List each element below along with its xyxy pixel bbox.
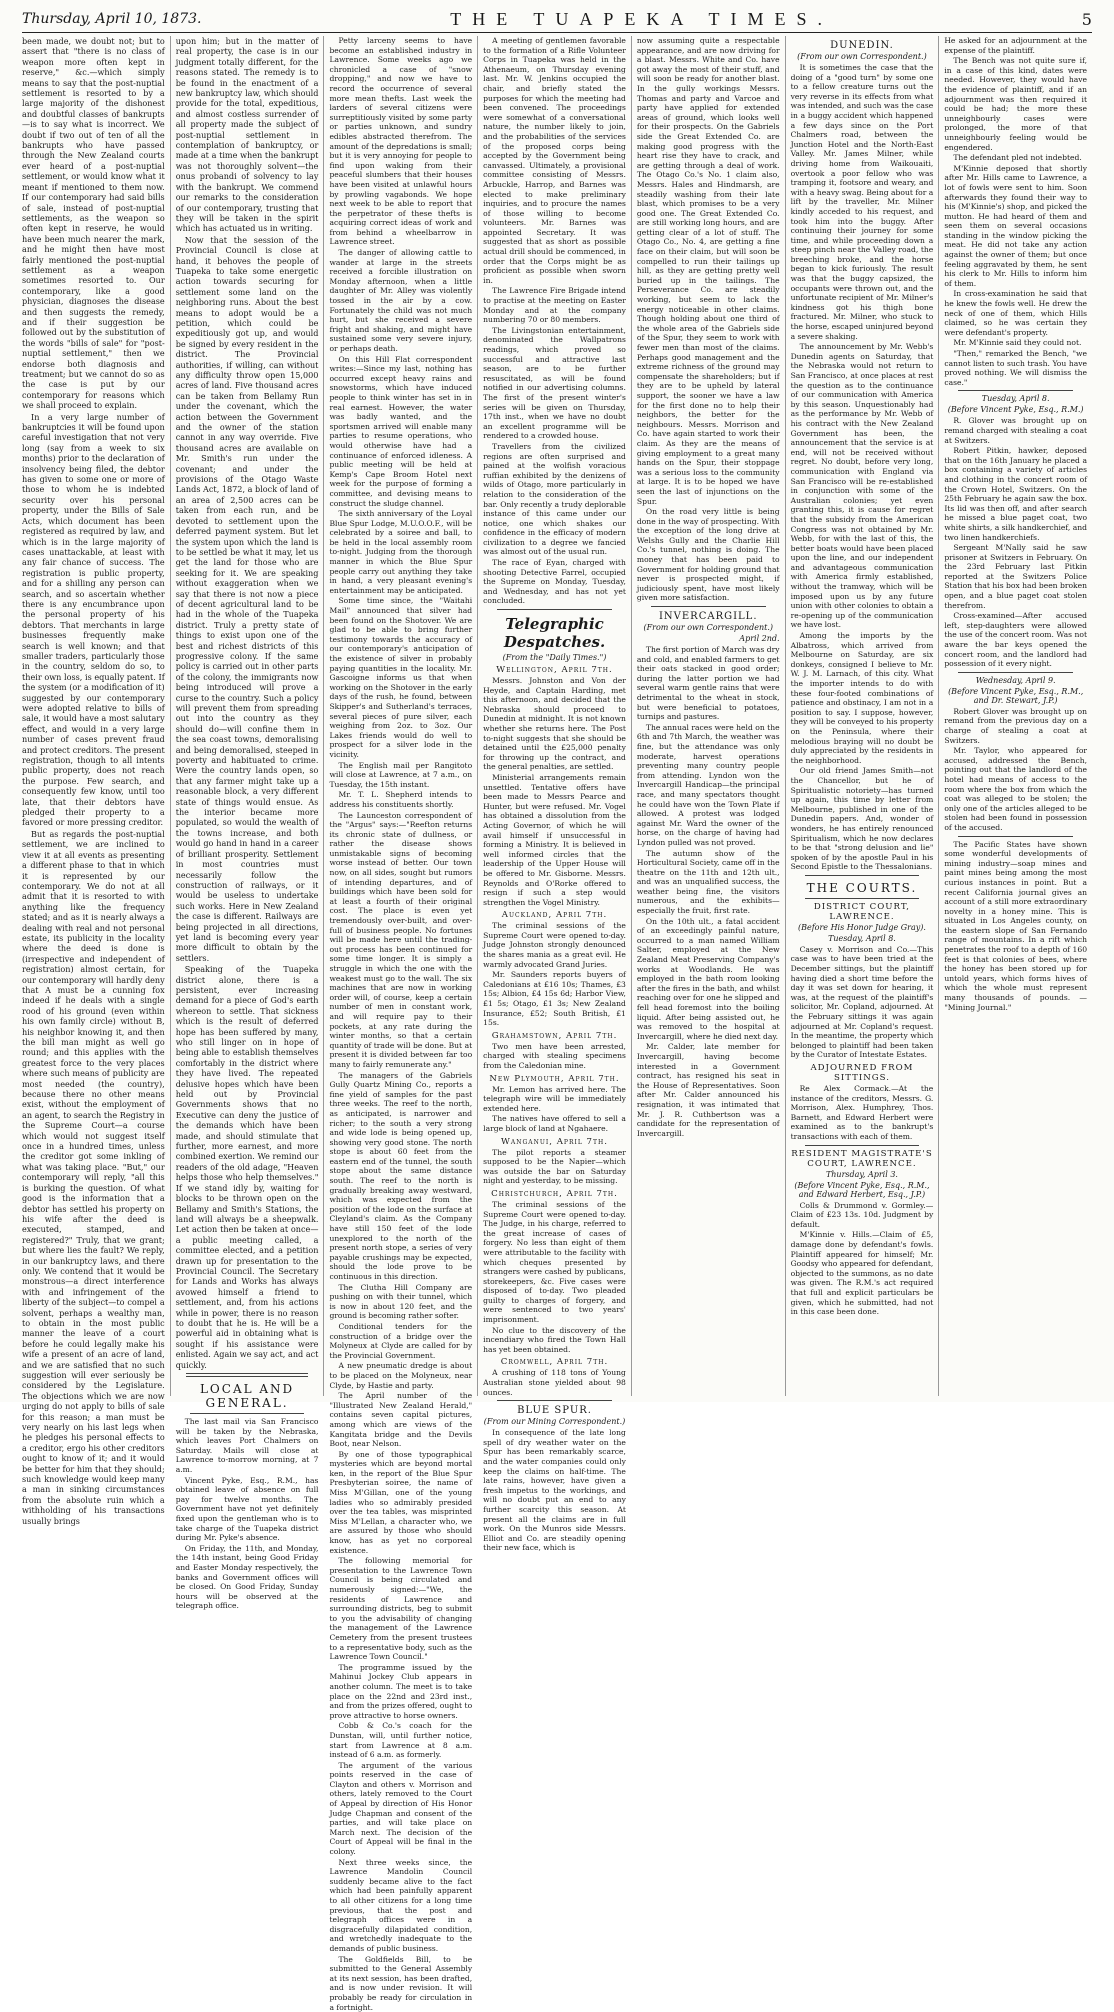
dateline: Auckland, April 7th.	[501, 910, 608, 921]
news-item: The race of Eyan, charged with shooting Detective Farrel, occupied the Supreme on Monday, Tuesday, and Wednesday, and has not yet concluded.	[483, 558, 626, 606]
court-case: Mr. Taylor, who appeared for accused, addressed the Bench, pointing out that the landlord of the hotel had means of access to the room where the box from which the coat was alleged to be stolen; the only one of the articles alleged to be stolen had been found in possession of the accused.	[944, 746, 1088, 832]
court-case: M'Kinnie deposed that shortly after Mr. Hills came to Lawrence, a lot of fowls were sent to him. Soon afterwards they found their way to his (M'Kinnie's) shop, and picked the mutton. He had heard of them and seen them on several occasions standing in the window picking the meat. He did not take any action against the owner of them; but once feeling aggravated by them, he sent his clerk to Mr. Hills to inform him of them.	[944, 163, 1088, 288]
section-divider	[958, 836, 1073, 837]
dateline: Wanganui, April 7th.	[501, 1136, 608, 1147]
court-date: Tuesday, April 8.	[828, 933, 896, 943]
section-subheading: (From our own Correspondent.)	[797, 52, 927, 61]
news-item: The criminal sessions of the Supreme Court were opened to-day. Judge Johnston strongly denounced the shares mania as a great evil. He warmly advocated Grand Juries.	[483, 921, 626, 969]
dateline: April 2nd.	[739, 634, 780, 644]
news-item: The following memorial for presentation to the Lawrence Town Council is being circulated and numerously signed:—"We, the residents of Lawrence and surrounding districts, beg to submit to you the advisability of changing the management of the Lawrence Cemetery from the present trustees to a representative body, such as the Lawrence Town Council."	[329, 1556, 473, 1662]
editorial-paragraph: Now that the session of the Provincial Council is close at hand, it behoves the people of Tuapeka to take some energetic action towards securing for settlement some land on the neighboring runs. About the best means to adopt would be a petition, which could be expeditiously got up, and would be signed by every resident in the district. The Provincial authorities, if willing, can without any difficulty throw open 15,000 acres of land. Five thousand acres can be taken from Bellamy Run under the covenant, which the action between the Government and the owner of the station cannot in any way override. Five thousand acres are available on Mr. Smith's run under the covenant; and under the provisions of the Otago Waste Lands Act, 1872, a block of land of an area of 2,500 acres can be taken from each run, and be devoted to settlement upon the deferred payment system. But let the system upon which the land is to be settled be what it may, let us get the land for those who are seeking for it. We are speaking without exaggeration when we say that there is not now a piece of decent agricultural land to be had in the whole of the Tuapeka district. Truly a pretty state of things to exist upon one of the best and richest districts of this progressive colony. If the same policy is carried out in other parts of the colony, the immigrants now being introduced will prove a curse to the country. Such a policy will prevent them from spreading out into the country as they should do—will confine them in the sea coast towns, demoralising and being demoralised, steeped in poverty and habituated to crime. Were the country lands open, so that any farmer might take up a reasonable block, a very different state of things would ensue. As the interior became more populated, so would the wealth of the towns increase, and both would go hand in hand in a career of brilliant prosperity. Settlement in most countries must necessarily follow the construction of railways, or it would be useless to undertake such works. Here in New Zealand the case is different. Railways are being projected in all directions, yet land is becoming every year more difficult to obtain by the settlers.	[175, 234, 319, 963]
editorial-paragraph: In a very large number of bankruptcies it will be found upon careful investigation that not very long (say from a week to six months) prior to the declaration of insolvency being filed, the debtor has given to some one or more of those to whom he is indebted security over his personal property, under the Bills of Sale Acts, which document has been registered as required by law, and which is in the large majority of cases unattackable, at least with any fair chance of success. The registration is public property, and for a shilling any person can search, and so ascertain whether there is any encumbrance upon the personal property of his debtors. That merchants in large businesses frequently make search is well known; and that smaller traders, particularly those in the country, seldom do so, to their own loss, is equally patent. If the system (or a modification of it) suggested by our contemporary were adopted relative to bills of sale, it would have a most salutary effect, and would in a very large number of cases prevent fraud and protect creditors. The present registration, though to all intents public property, does not reach the purpose. Few search, and consequently few know, until too late, that their debtors have pledged their property to a favored or more pressing creditor.	[22, 411, 165, 828]
court-case: Robert Pitkin, hawker, deposed that on the 16th January he placed a box containing a variety of articles and clothing in the concert room of the Crown Hotel, Switzers. On the 25th February he again saw the box. Its lid was then off, and after search he missed a blue paget coat, two white shirts, a silk handkerchief, and two linen handkerchiefs.	[944, 446, 1088, 542]
news-item: A meeting of gentlemen favorable to the formation of a Rifle Volunteer Corps in Tuapeka was held in the Athenaeum, on Thursday evening last. Mr. W. Jenkins occupied the chair, and briefly stated the purposes for which the meeting had been convened. The proceedings were somewhat of a conversational nature, the number likely to join, and the probabilities of the services of the proposed corps being accepted by the Government being canvassed. Ultimately, a provisional committee consisting of Messrs. Arbuckle, Harrop, and Barnes was elected to make preliminary inquiries, and to procure the names of those willing to become volunteers. Mr. Barnes was appointed Secretary. It was suggested that as short as possible actual drill should be commenced, in order that the Corps might be as proficient as possible when sworn in.	[483, 36, 626, 285]
court-presiding: (Before Vincent Pyke, Esq., R.M.)	[947, 405, 1084, 415]
news-item: Mr. Calder, late member for Invercargill, having become interested in a Government contract, has resigned his seat in the House of Representatives. Soon after Mr. Calder announced his resignation, it was intimated that Mr. J. R. Cuthbertson was a candidate for the representation of Invercargill.	[636, 1042, 780, 1138]
court-heading: DISTRICT COURT, LAWRENCE.	[813, 901, 911, 922]
section-divider	[497, 609, 612, 610]
court-case: Robert Glover was brought up on remand from the previous day on a charge of stealing a coat at Switzers.	[944, 706, 1088, 745]
news-item: The Clutha Hill Company are pushing on with their tunnel, which is now in about 120 feet, and the ground is becoming rather softer.	[329, 1282, 473, 1321]
page-header	[22, 6, 1092, 33]
court-case: The Bench was not quite sure if, in a case of this kind, dates were needed. However, they would have the evidence of plaintiff, and if an adjournment was then required it could be had; the more these unneighbourly cases were prolonged, the more of that unneighbourly feeling would be engendered.	[944, 56, 1088, 152]
news-item: The annual races were held on the 6th and 7th March, the weather was fine, but the attendance was only moderate, harvest operations preventing many country people from attending. Lyndon won the Invercargill Handicap—the principal race, and many spectators thought he could have won the Town Plate if allowed. A protest was lodged against Mr. Ward the owner of the horse, on the charge of having had Lyndon pulled was not proved.	[636, 722, 780, 847]
page-number: 5	[1081, 9, 1092, 29]
news-item: The argument of the various points reserved in the case of Clayton and others v. Morrison and others, lately removed to the Court of Appeal by direction of His Honor Judge Chapman and consent of the parties, and will take place on March next. The decision of the Court of Appeal will be final in the colony.	[329, 1760, 473, 1857]
court-date: Thursday, April 3.	[825, 1169, 898, 1179]
court-case: In cross-examination he said that he knew the fowls well. He drew the neck of one of them, which Hills claimed, so he was certain they were defendant's property.	[944, 289, 1088, 337]
news-item: On the road very little is being done in the way of prospecting. With the exception of the long drive at Welshs Gully and the Charlie Hill Co.'s tunnel, nothing is doing. The money that has been paid to Government for holding ground that never is prospected might, if judiciously spent, have most likely given more satisfaction.	[636, 507, 780, 603]
editorial-paragraph: But as regards the post-nuptial settlement, we are inclined to view it at all events as presenting a different phase to that in which it is represented by our contemporary. We do not at all admit that it is resorted to with anything like the frequency stated; and as it is nearly always a dealing with real and not personal estate, its publicity in the locality where the deed is done is (irrespective and independent of registration) almost certain, for our contemporary will hardly deny that A must be a cunning fox indeed if he deals with a single rood of his ground (even within his own family circle) without B, his neighbor knowing it, and then the bill man might as well go round; and this applies with the greatest force to the very places where such means of publicity are most needed (the country), because there no other means exist, without the employment of an agent, to search the Registry in the Supreme Court—a course which would not suggest itself once in a hundred times, unless the creditor got some inkling of what was taking place. "But," our contemporary will reply, "all this is burking the question. Of what good is the information that a debtor has settled his property on his wife after the deed is executed, stamped, and registered?" Truly, that we grant; but where lies the fault? We reply, in our bankruptcy laws, and there only. We contend that it would be monstrous—a direct interference with and infringement of the liberty of the subject—to compel a solvent, perhaps a wealthy man, to obtain in the most public manner the leave of a court before he could legally make his wife a present of an acre of land, and we are satisfied that no such suggestion will ever seriously be considered by the Legislature. The objections which we are now urging do not apply to bills of sale for this reason; a man must be very nearly on his last legs when he pledges his personal effects to a creditor, ergo his other creditors ought to know of it; and it would be better for him that they should; such knowledge would keep many a man in sinking circumstances from the absolute ruin which a withholding of his transactions usually brings	[22, 828, 165, 1526]
news-item: The pilot reports a steamer supposed to be the Napier—which was outside the bar on Saturday night and yesterday, to be missing.	[483, 1147, 626, 1186]
news-item: No clue to the discovery of the incendiary who fired the Town Hall has yet been obtained.	[483, 1325, 626, 1354]
news-item: The managers of the Gabriels Gully Quartz Mining Co., reports a fine yield of samples for the past three weeks. The reef to the north, as anticipated, is narrower and richer; to the south a very strong and wide lode is being opened up, showing very good stone. The north stope is about 60 feet from the eastern end of the tunnel, the south stope about the same distance south. The reef to the north is gradually breaking away westward, which was expected from the position of the lode on the surface at Cleyland's claim. As the Company have still 150 feet of the lode unexplored to the north of the present north stope, a series of very payable crushings may be expected, should the lode prove to be continuous in this direction.	[329, 1070, 473, 1281]
news-item: Mr. Saunders reports buyers of Caledonians at £16 10s; Thames, £3 15s; Albion, £4 15s 6d; Harbor View, £1 5s; Otago, £1 3s; New Zealand Insurance, £52; South British, £1 15s.	[483, 970, 626, 1028]
news-item: The autumn show of the Horticultural Society, came off in the theatre on the 11th and 12th ult., and was an unqualified success, the weather being fine, the visitors numerous, and the exhibits—especially the fruit, first rate.	[636, 848, 780, 916]
news-item: Mr. Lemon has arrived here. The telegraph wire will be immediately extended here.	[483, 1084, 626, 1113]
masthead-title: THE TUAPEKA TIMES.	[450, 8, 834, 29]
court-case: Colls & Drummond v. Gormley.—Claim of £23 13s. 10d. Judgment by default.	[790, 1200, 934, 1229]
court-date: Tuesday, April 8.	[981, 394, 1050, 404]
news-item: Two men have been arrested, charged with stealing specimens from the Caledonian mine.	[483, 1041, 626, 1070]
section-heading-telegraph: Telegraphic Despatches.	[503, 615, 606, 652]
news-item: The announcement by Mr. Webb's Dunedin agents on Saturday, that the Nebraska would not return to San Francisco, at once places at rest the question as to the continuance of our communication with America by this season. Unquestionably had as the performance by Mr. Webb of his contract with the New Zealand Government has been, the announcement that the service is at end, will not be received without regret. No doubt, before very long, communication with England via San Francisco will be re-established in conjunction with some of the Australian colonies; yet even granting this, it is cause for regret that the subsidy from the American Congress was not obtained by Mr. Webb, for with the last of this, the better boats would have been placed upon the line, and our independent and advantageous communication with America firmly established, without the tramway, which will be imposed upon us by any future union with other colonies to obtain a re-opening up of the communication we have lost.	[790, 342, 934, 630]
section-heading-local: LOCAL AND GENERAL.	[199, 1382, 295, 1410]
column-3	[323, 36, 477, 2012]
court-subheading: ADJOURNED FROM SITTINGS.	[810, 1063, 914, 1083]
issue-date: Thursday, April 10, 1873.	[22, 11, 202, 27]
column-1	[22, 36, 170, 1526]
editorial-paragraph: Speaking of the Tuapeka district alone, there is a persistent, ever increasing demand for a piece of God's earth whereon to settle. That sickness which is the result of deferred hope has been suffered by many, who still linger on in hope of being able to establish themselves comfortably in the district where they have lived. The repeated delusive hopes which have been held out by Provincial Governments shows that no Executive can deny the justice of the demands which have been made, and should stimulate that further, more earnest, and more combined exertion. We remind our readers of the old adage, "Heaven helps those who help themselves." If we stand idly by, waiting for blocks to be thrown open on the Bellamy and Smith's Stations, the land will always be a sheepwalk. Let action then be taken at once—a public meeting called, a committee elected, and a petition drawn up for presentation to the Provincial Council. The Secretary for Lands and Works has always avowed himself a friend to settlement, and, from his actions while in power, there is no reason to doubt that he is. He will be a powerful aid in obtaining what is sought if his assistance were enlisted. Again we say act, and act quickly.	[175, 964, 319, 1370]
editorial-paragraph: upon him; but in the matter of real property, the case is in our judgment totally different, for the reasons stated. The remedy is to be found in the enactment of a new bankruptcy law, which should provide for the total, expeditious, and almost costless surrender of all property made the subject of post-nuptial settlement in contemplation of bankruptcy, or made at a time when the bankrupt was not thoroughly solvent—the onus probandi of solvency to lay with the bankrupt. We commend our remarks to the consideration of our contemporary, trusting that they will be taken in the spirit which has actuated us in writing.	[175, 36, 319, 234]
section-subheading: (From our own Correspondent.)	[643, 623, 773, 633]
news-item: Travellers from the civilized regions are often surprised and pained at the wolfish voracious ruffian exhibited by the denizens of wilds of Otago, more particularly in relation to the consideration of the bar. Only recently a trudy deplorable instance of this came under our notice, one which shakes our confidence in the efficacy of modern civilization to a degree we fancied was almost out of the usual run.	[483, 441, 626, 557]
news-item: Some time since, the "Waitahi Mail" announced that silver had been found on the Shotover. We are glad to be able to bring further testimony towards the accuracy of our contemporary's anticipation of the existence of silver in probably paying quantities in the locality. Mr. Gascoigne informs us that when working on the Shotover in the early days of the rush, he found, between Skipper's and Sutherland's terraces, several pieces of pure silver, each weighing from 2oz. to 3oz. Our Lakes friends would do well to prospect for a silver lode in the vicinity.	[329, 596, 473, 759]
news-item: On the 10th ult., a fatal accident of an exceedingly painful nature, occurred to a man named William Salter, employed at the New Zealand Meat Preserving Company's works at Woodlands. He was employed in the bath room looking after the fires in the bath, and whilst reaching over for one he slipped and fell head foremost into the boiling liquid. After being assisted out, he was removed to the hospital at Invercargill, where he died next day.	[636, 916, 780, 1041]
news-item: By one of those typographical mysteries which are beyond mortal ken, in the report of the Blue Spur Presbyterian soiree, the name of Miss M'Gillan, one of the young ladies who so admirably presided over the tea tables, was misprinted Miss M'Lellan, a character who, we are assured by those who should know, has as yet no corporeal existence.	[329, 1449, 473, 1555]
news-item: The natives have offered to sell a large block of land at Ngahaere.	[483, 1114, 626, 1133]
dateline: Cromwell, April 7th.	[500, 1357, 609, 1368]
news-item: Messrs. Johnston and Von der Heyde, and Captain Harding, met this afternoon, and decided that the Nebraska should proceed to Dunedin at midnight. It is not known whether she returns here. The Post to-night suggests that she should be detained until the £25,000 penalty for throwing up the contract, and the general penalties, are settled.	[483, 676, 626, 772]
news-item: The April number of the "Illustrated New Zealand Herald," contains seven capital pictures, among which are views of the Kangitata bridge and the Devils Boot, near Nelson.	[329, 1391, 473, 1449]
court-presiding: (Before Vincent Pyke, Esq., R.M., and Edward Herbert, Esq., J.P.)	[794, 1180, 930, 1199]
news-item: The criminal sessions of the Supreme Court were opened to-day. The Judge, in his charge, referred to the great increase of cases of forgery. No less than eight of them were attributable to the facility with which cheques presented by strangers were cashed by publicans, storekeepers, &c. Five cases were disposed of to-day. Two pleaded guilty to charges of forgery, and were sentenced to two years' imprisonment.	[483, 1199, 626, 1325]
news-item: now assuming quite a respectable appearance, and are now driving for a blast. Messrs. White and Co. have got away the most of their stuff, and will soon be ready for another blast. In the gully workings Messrs. Thomas and party and Varcoe and party have applied for extended areas of ground, which looks well for their prospects. On the Gabriels side the Great Extended Co. are making good progress with the heart rise they have to crack, and are getting through a deal of work. The Otago Co.'s No. 1 claim also, Messrs. Hales and Hindmarsh, are steadily washing from their late blast, which promises to be a very good one. The Great Extended Co. are still working long hours, and are getting clear of a lot of stuff. The Otago Co., No. 4, are getting a fine face on their claim, but will soon be compelled to run their tailings up hill, as they are getting pretty well buried up in the tailings. The Perseverance Co. are steadily working, but seem to lack the energy noticeable in other claims. Though holding about one third of the whole area of the Gabriels side of the Spur, they seem to work with fewer men than most of the claims. Perhaps good management and the extreme richness of the ground may compensate the shareholders; but if they are to be upheld by lateral support, the sooner we have a law for the first done no to help their neighbors, the better for the neighbours. Messrs. Morrison and Co. have again started to work their claim. As they are the means of giving employment to a great many hands on the Spur, their stoppage was a serious loss to the community at large. It is to be hoped we have seen the last of injunctions on the Spur.	[636, 36, 780, 506]
news-item: Next three weeks since, the Lawrence Mandolin Council suddenly became alive to the fact which had been painfully apparent to all other citizens for a long time previous, that the post and telegraph offices were in a disgracefully dilapidated condition, and wretchedly inadequate to the demands of public business.	[329, 1857, 473, 1953]
news-item: The sixth anniversary of the Loyal Blue Spur Lodge, M.U.O.O.F., will be celebrated by a soiree and ball, to be held in the local assembly room to-night. Judging from the thorough manner in which the Blue Spur people carry out anything they take in hand, a very pleasant evening's entertainment may be anticipated.	[329, 509, 473, 595]
court-case: Sergeant M'Nally said he saw prisoner at Switzers in February. On the 23rd February last Pitkin reported at the Switzers Police Station that his box had been broken open, and a blue paget coat stolen therefrom.	[944, 543, 1088, 610]
column-2	[170, 36, 324, 1611]
news-item: The programme issued by the Mahinui Jockey Club appears in another column. The meet is to take place on the 22nd and 23rd inst., and from the prizes offered, ought to prove attractive to horse owners.	[329, 1662, 473, 1720]
news-item: The last mail via San Francisco will be taken by the Nebraska, which leaves Port Chalmers on Saturday. Mails will close at Lawrence to-morrow morning, at 7 a.m.	[175, 1417, 319, 1474]
section-divider	[805, 875, 920, 876]
court-case: He asked for an adjournment at the expense of the plaintiff.	[944, 36, 1088, 55]
news-item: In consequence of the late long spell of dry weather water on the Spur has been remarkably scarce, and the water companies could only keep the claims on half-time. The late rains, however, have given a fresh impetus to the workings, and will no doubt put an end to any further scarcity this season. At present all the claims are in full work. On the Munros side Messrs. Elliot and Co. are steadily opening their new face, which is	[483, 1428, 626, 1553]
section-divider	[497, 1400, 612, 1401]
section-heading-courts: THE COURTS.	[806, 880, 918, 895]
news-item: The Launceston correspondent of the "Argus" says:—"Reefton returns its chronic state of dullness, or rather the disease shows unmistakable signs of becoming worse instead of better. Our town now, on all sides, sought but rumors of intending departures, and of buildings which have been sold for at least a fourth of their original cost. The place is even yet tremendously over-built, and over-full of business people. No fortunes will be made here until the trading-out process has been continued for some time longer. It is simply a struggle in which the one with the weakest must go to the wall. The six machines that are now in working order will, of course, keep a certain number of men in constant work, and will require pay to their pockets, at any rate during the winter months, so that a certain quantity of trade will be done. But at present it is divided between far too many to fairly remunerate any."	[329, 810, 473, 1069]
column-6	[785, 36, 939, 1396]
court-presiding: (Before Vincent Pyke, Esq., R.M., and Dr. Stewart, J.P.)	[948, 686, 1084, 705]
news-item: It is sometimes the case that the doing of a "good turn" by some one to a fellow creature turns out the very reverse in its effects from what was intended, and such was the case in a buggy accident which happened a few days since on the Port Chalmers road, between the Junction Hotel and the North-East Valley. Mr. James Milner, while driving home from Waikouaiti, overtook a poor fellow who was tramping it, footsore and weary, and with a heavy swag. Being about for a lift by the traveller, Mr. Milner kindly acceded to his request, and took him into the buggy. After continuing their journey for some time, and while proceeding down a steep pinch near the Valley road, the breeching broke, and the horse began to kick furiously. The result was that the buggy capsized, the occupants were thrown out, and the unfortunate recipient of Mr. Milner's kindness got his thigh bone fractured. Mr. Milner, who stuck to the horse, escaped uninjured beyond a severe shaking.	[790, 63, 934, 341]
section-divider	[186, 1373, 309, 1377]
news-item: Conditional tenders for the construction of a bridge over the Molyneux at Clyde are called for by the Provincial Government.	[329, 1321, 473, 1360]
news-item: A crushing of 118 tons of Young Australian stone yielded about 98 ounces.	[483, 1368, 626, 1397]
news-item: Cobb & Co.'s coach for the Dunstan, will, until further notice, start from Lawrence at 8 a.m. instead of 6 a.m. as formerly.	[329, 1721, 473, 1760]
court-case: Casey v. Morrison and Co.—This case was to have been tried at the December sittings, but the plaintiff having died a short time before the day it was set down for hearing, it was, at the request of the plaintiff's solicitor, Mr. Copland, adjourned. At the February sittings it was again adjourned at Mr. Copland's request. In the meantime, the property which belonged to plaintiff had been taken by the Curator of Intestate Estates.	[790, 944, 934, 1060]
news-item: Vincent Pyke, Esq., R.M., has obtained leave of absence on full pay for twelve months. The Government have not yet definitely fixed upon the gentleman who is to take charge of the Tuapeka district during Mr. Pyke's absence.	[175, 1475, 319, 1543]
court-heading: RESIDENT MAGISTRATE'S COURT, LAWRENCE.	[791, 1148, 933, 1169]
section-divider	[190, 1413, 305, 1414]
dateline: Grahamstown, April 7th.	[491, 1030, 618, 1041]
news-item: The first portion of March was dry and cold, and enabled farmers to get their oats stacked in good order; during the latter portion we had several warm gentle rains that were detrimental to the wheat in stock, but were beneficial to potatoes, turnips and pastures.	[636, 645, 780, 722]
court-date: Wednesday, April 9.	[975, 675, 1056, 685]
court-case: The defendant pled not indebted.	[953, 153, 1082, 163]
dateline: New Plymouth, April 7th.	[489, 1073, 620, 1084]
section-divider	[958, 672, 1073, 673]
news-item: The Pacific States have shown some wonderful developments of mining industry—soap mines and paint mines being among the most curious instances in point. But a recent California journal gives an account of a still more extraordinary novelty in a honey mine. This is situated in Los Angeles county, on the eastern slope of San Fernando range of mountains. In a rift which penetrates the roof to a depth of 160 feet is that colonies of bees, where the honey has been stored up for untold years, which forms hives of which the whole must represent many thousands of pounds. — "Mining Journal."	[944, 839, 1088, 1012]
news-item: The Livingstonian entertainment, denominated the Wallpatrons readings, which proved so successful and attractive last season, are to be further resuscitated, as will be found notified in our advertising columns. The first of the present winter's series will be given on Thursday, 17th inst., when we have no doubt an excellent programme will be rendered to a crowded house.	[483, 325, 626, 441]
column-7	[938, 36, 1092, 1396]
columns	[22, 36, 1092, 2012]
news-item: On Friday, the 11th, and Monday, the 14th instant, being Good Friday and Easter Monday respectively, the banks and Government offices will be closed. On Good Friday, Sunday hours will be observed at the telegraph office.	[175, 1543, 319, 1611]
section-heading-blue-spur: BLUE SPUR.	[517, 1405, 592, 1417]
column-5	[631, 36, 785, 1396]
section-divider	[805, 1145, 920, 1146]
news-item: A new pneumatic dredge is about to be placed on the Molyneux, near Clyde, by Hastie and party.	[329, 1361, 473, 1390]
news-item: The Lawrence Fire Brigade intend to practise at the meeting on Easter Monday and at the company numbering 70 or 80 members.	[483, 286, 626, 325]
section-heading-dunedin: DUNEDIN.	[830, 40, 894, 51]
court-case: Cross-examined—After accused left, step-daughters were allowed the use of the concert room. Was not aware the bar keys opened the concert room, and the landlord had possession of it every night.	[944, 611, 1088, 669]
section-heading-invercargill: INVERCARGILL.	[658, 611, 758, 623]
section-divider	[651, 606, 766, 607]
news-item: Our old friend James Smith—not the Chancellor, but he of Spiritualistic notoriety—has turned up again, this time by letter from Melbourne, published in one of the Dunedin papers. And, wonder of wonders, he has entirely renounced Spiritualism, which he now declares to be that "strong delusion and lie" spoken of by the apostle Paul in his Second Epistle to the Thessalonians.	[790, 766, 934, 872]
court-case: M'Kinnie v. Hills.—Claim of £5, damage done by defendant's fowls. Plaintiff appeared for himself; Mr. Goodsy who appeared for defendant, objected to the summons, as no date was given. The R.M.'s act required that full and explicit particulars be given, which he submitted, had not in this case been done.	[790, 1230, 934, 1317]
court-case: "Then," remarked the Bench, "we cannot listen to such trash. You have proved nothing. We will dismiss the case."	[944, 349, 1088, 387]
news-item: The danger of allowing cattle to wander at large in the streets received a forcible illustration on Monday afternoon, when a little daughter of Mr. Alley was violently tossed in the air by a cow. Fortunately the child was not much hurt, but she received a severe fright and shaking, and might have sustained some very severe injury, or perhaps death.	[329, 248, 473, 353]
section-divider	[958, 390, 1073, 391]
news-item: Mr. T. L. Shepherd intends to address his constituents shortly.	[329, 790, 473, 809]
news-item: Petty larceny seems to have become an established industry in Lawrence. Some weeks ago we chronicled a case of "snow dropping," and now we have to record the occurrence of several more mean thefts. Last week the larders of several citizens were surreptitiously visited by some party or parties unknown, and sundry edibles abstracted therefrom. The amount of the depredations is small; but it is very annoying for people to find upon waking from their peaceful slumbers that their houses have been visited at unlawful hours by prowling vagabonds. We hope next week to be able to report that the perpetrator of these thefts is acquiring correct ideas of work and from behind a wheelbarrow in Lawrence street.	[329, 36, 473, 247]
dateline: Wellington, April 7th.	[496, 665, 613, 676]
section-subheading: (From the "Daily Times.")	[502, 653, 607, 663]
news-item: The Goldfields Bill, to be submitted to the General Assembly at its next session, has been drafted, and is now under revision. It will probably be ready for circulation in a fortnight.	[329, 1954, 473, 2012]
column-4	[477, 36, 631, 1553]
court-case: R. Glover was brought up on remand charged with stealing a coat at Switzers.	[944, 416, 1088, 445]
dateline: Christchurch, April 7th.	[491, 1188, 618, 1199]
news-item: The English mail per Rangitoto will close at Lawrence, at 7 a.m., on Tuesday, the 15th instant.	[329, 760, 473, 789]
editorial-paragraph: been made, we doubt not; but to assert that "there is no class of weapon more often kept in reserve," &c.—which simply means to say that the post-nuptial settlement is resorted to by a large majority of the dishonest and doubtful classes of bankrupts—is to say what is incorrect. We doubt if two out of ten of all the bankrupts who have passed through the New Zealand courts ever heard of a post-nuptial settlement, or would know what it meant if mentioned to them now. If our contemporary had said bills of sale, instead of post-nuptial settlements, as the weapon so often kept in reserve, he would have been much nearer the mark, and he might then have most fairly mentioned the post-nuptial settlement as a weapon sometimes resorted to. Our contemporary, like a good physician, diagnoses the disease and then suggests the remedy, and if their suggestion be followed out by the substitution of the words "bills of sale" for "post-nuptial settlement," then we endorse both diagnosis and treatment; but we cannot do so as the case is put by our contemporary for reasons which we shall proceed to explain.	[22, 36, 165, 411]
section-subheading: (From our Mining Correspondent.)	[483, 1417, 626, 1427]
news-item: On this Hill Flat correspondent writes:—Since my last, nothing has occurred except heavy rains and snowstorms, which have induced people to think winter has set in in real earnest. However, the water was badly wanted, and the sportsmen arrived will enable many parties to resume operations, who would otherwise have had a continuance of enforced idleness. A public meeting will be held at Kemp's Cape Broom Hotel next week for the purpose of forming a committee, and devising means to construct the sludge channel.	[329, 354, 473, 508]
news-item: Among the imports by the Albatross, which arrived from Melbourne on Saturday, are six donkeys, consigned I believe to Mr. W. J. M. Larnach, of this city. What the importer intends to do with these four-footed combinations of patience and obstinacy, I am not in a position to say. I suppose, however, they will be conveyed to his property on the Peninsula, where their melodious braying will no doubt be duly appreciated by the residents in the neighborhood.	[790, 631, 934, 765]
court-case: Mr. M'Kinnie said they could not.	[953, 338, 1082, 348]
section-divider	[805, 898, 920, 899]
court-case: Re Alex Cormack.—At the instance of the creditors, Messrs. G. Morrison, Alex. Humphrey, Thos. Barnett, and Edward Herbert were examined as to the bankrupt's transactions with each of them.	[790, 1084, 934, 1141]
news-item: Ministerial arrangements remain unsettled. Tentative offers have been made to Messrs Pearce and Hunter, but were refused. Mr. Vogel has obtained a dissolution from the Acting Governor, of which he will avail himself if unsuccessful in forming a Ministry. It is believed in well informed circles that the leadership of the Upper House will be offered to Mr. Gisborne. Messrs. Reynolds and O'Rorke offered to resign if such a step would strengthen the Vogel Ministry.	[483, 772, 626, 907]
court-presiding: (Before His Honor Judge Gray).	[797, 922, 926, 932]
